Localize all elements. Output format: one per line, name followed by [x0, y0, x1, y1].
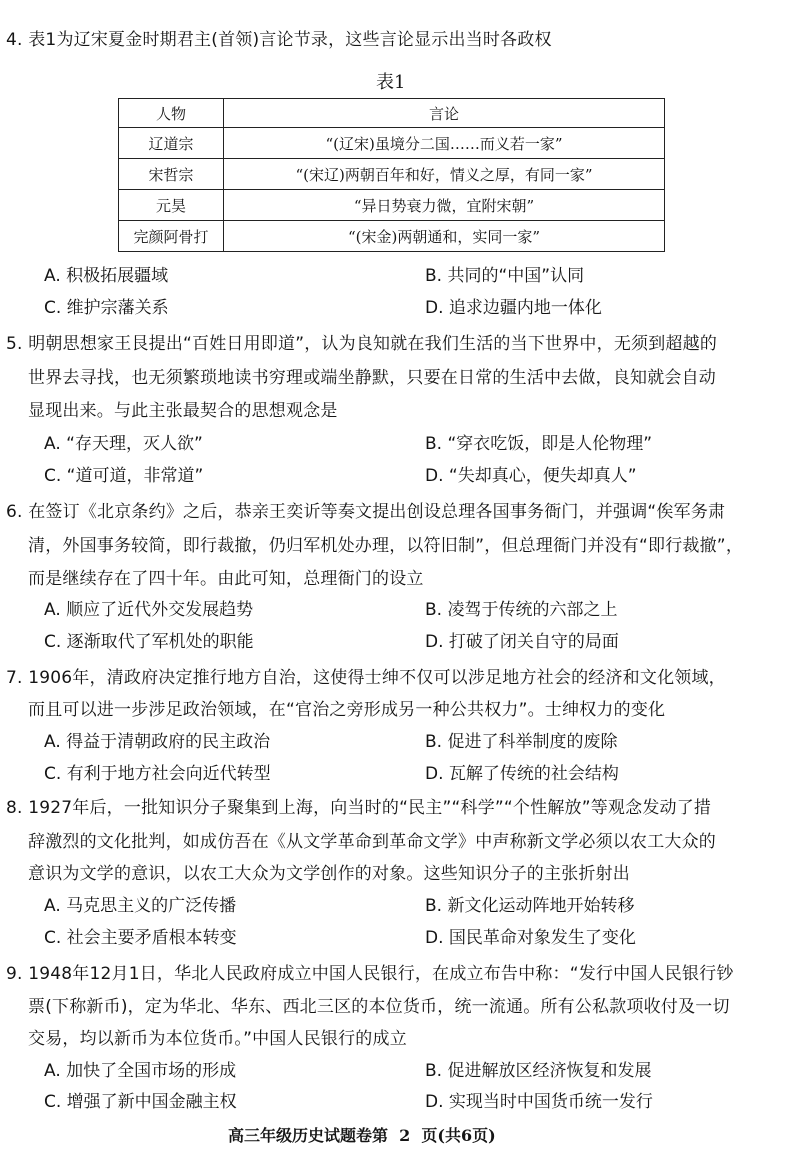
table-cell-quote: “(宋辽)两朝百年和好，情义之厚，有同一家”	[224, 159, 665, 190]
q6-option-b[interactable]: B. 凌驾于传统的六部之上	[425, 600, 618, 620]
table-header-row	[119, 99, 665, 128]
table-cell-person: 宋哲宗	[119, 159, 224, 190]
q5-option-a[interactable]: A. “存天理，灭人欲”	[44, 434, 203, 454]
q8-option-d[interactable]: D. 国民革命对象发生了变化	[425, 928, 636, 948]
question-9-stem-line: 9. 1948年12月1日，华北人民政府成立中国人民银行，在成立布告中称：“发行中国人民银行钞	[6, 964, 734, 984]
q9-option-b[interactable]: B. 促进解放区经济恢复和发展	[425, 1061, 652, 1081]
table-row	[119, 159, 665, 190]
table-row	[119, 190, 665, 221]
question-6-stem-line: 清，外国事务较简，即行裁撤，仍归军机处办理，以符旧制”，但总理衙门并没有“即行裁撤”，	[28, 536, 744, 556]
q4-option-b[interactable]: B. 共同的“中国”认同	[425, 266, 585, 286]
q4-option-d[interactable]: D. 追求边疆内地一体化	[425, 298, 602, 318]
table-cell-person: 辽道宗	[119, 128, 224, 159]
table-cell-quote: “(宋金)两朝通和，实同一家”	[224, 221, 665, 252]
q6-option-c[interactable]: C. 逐渐取代了军机处的职能	[44, 632, 254, 652]
q8-option-b[interactable]: B. 新文化运动阵地开始转移	[425, 896, 635, 916]
q7-option-c[interactable]: C. 有利于地方社会向近代转型	[44, 764, 271, 784]
question-5-stem-line: 显现出来。与此主张最契合的思想观念是	[28, 401, 338, 421]
q7-option-d[interactable]: D. 瓦解了传统的社会结构	[425, 764, 619, 784]
question-9-stem-line: 票(下称新币)，定为华北、华东、西北三区的本位货币，统一流通。所有公私款项收付及一切	[28, 997, 730, 1017]
q9-option-a[interactable]: A. 加快了全国市场的形成	[44, 1061, 237, 1081]
q9-option-c[interactable]: C. 增强了新中国金融主权	[44, 1092, 237, 1112]
quote-table	[118, 98, 665, 252]
table-cell-quote: “(辽宋)虽境分二国……而义若一家”	[224, 128, 665, 159]
q6-option-d[interactable]: D. 打破了闭关自守的局面	[425, 632, 619, 652]
q5-option-d[interactable]: D. “失却真心，便失却真人”	[425, 466, 637, 486]
question-6-stem-line: 而是继续存在了四十年。由此可知，总理衙门的设立	[28, 569, 424, 589]
q7-option-b[interactable]: B. 促进了科举制度的废除	[425, 732, 618, 752]
table-cell-person: 完颜阿骨打	[119, 221, 224, 252]
q5-option-b[interactable]: B. “穿衣吃饭，即是人伦物理”	[425, 434, 653, 454]
table-row	[119, 221, 665, 252]
q8-option-a[interactable]: A. 马克思主义的广泛传播	[44, 896, 237, 916]
q4-option-a[interactable]: A. 积极拓展疆域	[44, 266, 169, 286]
table-row	[119, 128, 665, 159]
q9-option-d[interactable]: D. 实现当时中国货币统一发行	[425, 1092, 653, 1112]
page-footer: 高三年级历史试题卷第 2 页(共6页)	[228, 1126, 496, 1145]
q4-option-c[interactable]: C. 维护宗藩关系	[44, 298, 169, 318]
question-8-stem-line: 辞激烈的文化批判，如成仿吾在《从文学革命到革命文学》中声称新文学必须以农工大众的	[28, 832, 716, 852]
question-8-stem-line: 8. 1927年后，一批知识分子聚集到上海，向当时的“民主”“科学”“个性解放”等观念发动了措	[6, 798, 712, 818]
question-8-stem-line: 意识为文学的意识，以农工大众为文学创作的对象。这些知识分子的主张折射出	[28, 864, 630, 884]
table-title: 表1	[376, 72, 406, 93]
question-7-stem-line: 而且可以进一步涉足政治领域，在“官治之旁形成另一种公共权力”。士绅权力的变化	[28, 700, 666, 720]
question-7-stem-line: 7. 1906年，清政府决定推行地方自治，这使得士绅不仅可以涉足地方社会的经济和文化领域，	[6, 668, 726, 688]
question-5-stem-line: 世界去寻找，也无须繁琐地读书穷理或端坐静默，只要在日常的生活中去做，良知就会自动	[28, 368, 716, 388]
q7-option-a[interactable]: A. 得益于清朝政府的民主政治	[44, 732, 271, 752]
q8-option-c[interactable]: C. 社会主要矛盾根本转变	[44, 928, 237, 948]
question-5-stem-line: 5. 明朝思想家王艮提出“百姓日用即道”，认为良知就在我们生活的当下世界中，无须到超越的	[6, 334, 718, 354]
table-header-person: 人物	[119, 99, 224, 128]
q6-option-a[interactable]: A. 顺应了近代外交发展趋势	[44, 600, 254, 620]
question-6-stem-line: 6. 在签订《北京条约》之后，恭亲王奕䜣等奏文提出创设总理各国事务衙门，并强调“俟军务肃	[6, 502, 726, 522]
table-cell-quote: “异日势衰力微，宜附宋朝”	[224, 190, 665, 221]
q5-option-c[interactable]: C. “道可道，非常道”	[44, 466, 204, 486]
question-4-stem: 4. 表1为辽宋夏金时期君主(首领)言论节录，这些言论显示出当时各政权	[6, 30, 552, 50]
table-header-quote: 言论	[224, 99, 665, 128]
question-9-stem-line: 交易，均以新币为本位货币。”中国人民银行的成立	[28, 1029, 407, 1049]
table-cell-person: 元昊	[119, 190, 224, 221]
